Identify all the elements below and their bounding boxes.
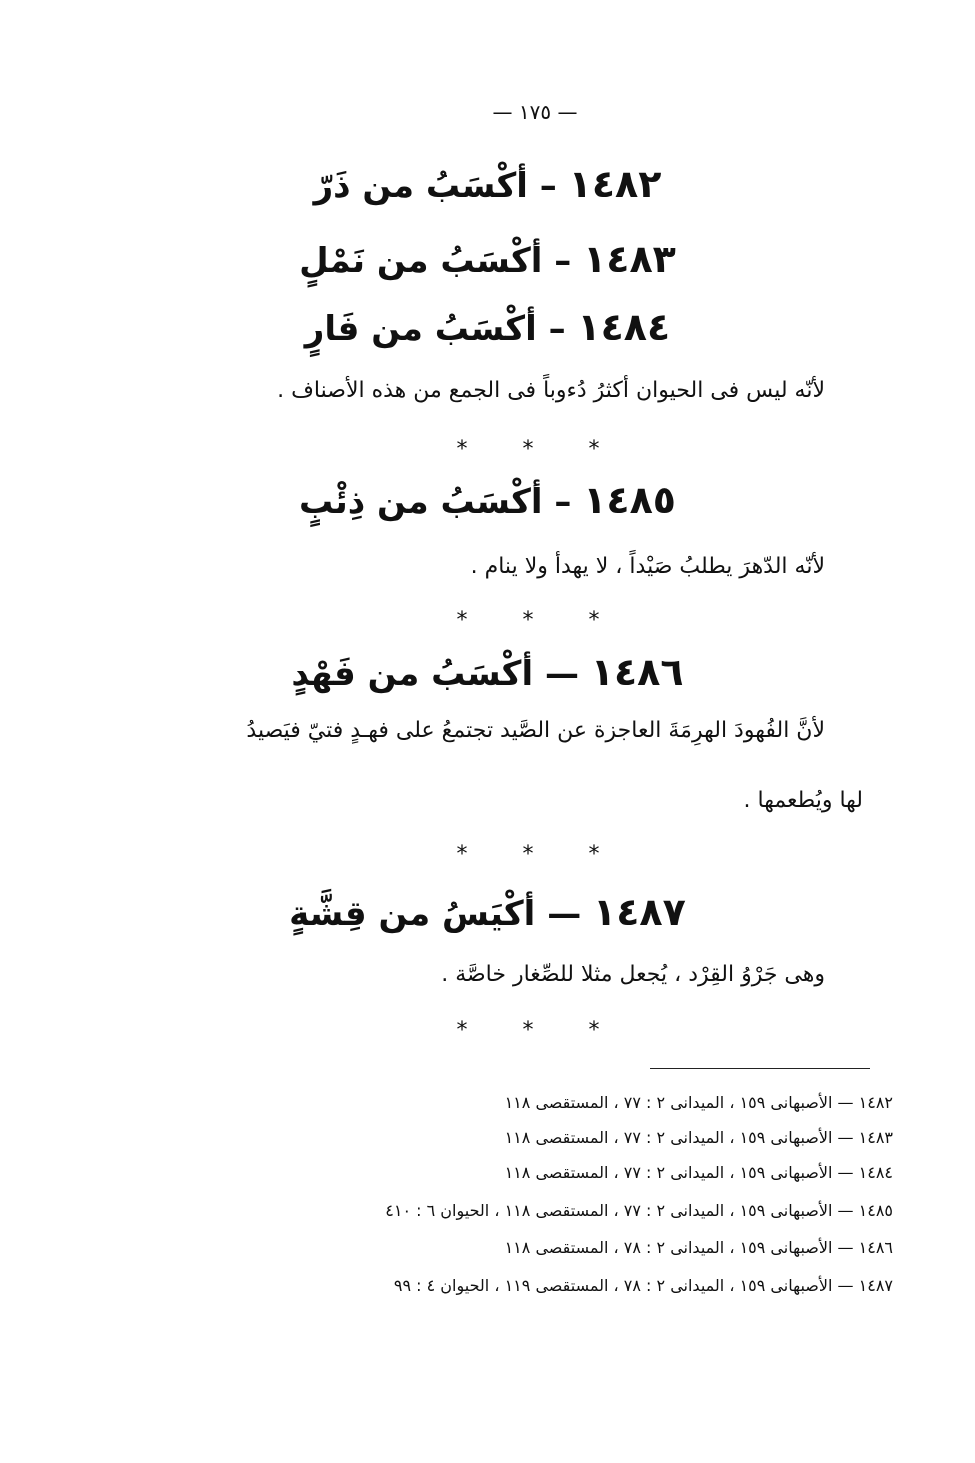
proverb-number: ١٤٨٧ (593, 890, 686, 934)
proverb-dash: — (547, 894, 582, 934)
explanation-1486-line1: لأنَّ الفُهودَ الهرِمَةَ العاجزة عن الصَّيد تجتمعُ على فهـدٍ فتيّ فيَصيدُ (246, 718, 825, 743)
proverb-dash: — (544, 654, 579, 694)
proverb-number: ١٤٨٣ (583, 237, 676, 281)
footnote-divider (650, 1068, 870, 1069)
footnote-1485: ١٤٨٥ — الأصبهانى ١٥٩ ، الميدانى ٢ : ٧٧ ، المستقصى ١١٨ ، الحيوان ٦ : ٤١٠ (385, 1201, 893, 1220)
proverb-text: أكْسَبُ من نَمْلٍ (299, 241, 543, 281)
proverb-text: أكْسَبُ من ذِئْبٍ (298, 482, 543, 522)
proverb-number: ١٤٨٦ (590, 650, 684, 694)
proverb-1484 (0, 305, 975, 349)
section-separator: * * * (456, 1018, 624, 1043)
proverb-1486 (0, 650, 975, 694)
proverb-dash: – (548, 309, 566, 349)
explanation-1487: وهى جَرْوُ القِرْد ، يُجعل مثلا للصِّغار خاصَّة . (441, 962, 825, 987)
section-separator: * * * (456, 437, 624, 462)
explanation-1486-line2: لها ويُطعمها . (743, 788, 863, 813)
proverb-text: أكْسَبُ من ذَرّ (313, 166, 528, 206)
proverb-number: ١٤٨٥ (583, 478, 676, 522)
explanation-1484: لأنّه ليس فى الحيوان أكثرُ دُءوباً فى الجمع من هذه الأصناف . (277, 378, 825, 403)
footnote-1487: ١٤٨٧ — الأصبهانى ١٥٩ ، الميدانى ٢ : ٧٨ ، المستقصى ١١٩ ، الحيوان ٤ : ٩٩ (393, 1276, 893, 1295)
proverb-1485 (0, 478, 975, 522)
proverb-text: أكْيَسُ من قِشَّةٍ (289, 894, 536, 934)
footnote-1484: ١٤٨٤ — الأصبهانى ١٥٩ ، الميدانى ٢ : ٧٧ ، المستقصى ١١٨ (504, 1163, 893, 1182)
proverb-1483 (0, 237, 975, 281)
proverb-text: أكْسَبُ من فَهْدٍ (291, 654, 534, 694)
page-number: — ١٧٥ — (492, 100, 578, 124)
proverb-number: ١٤٨٤ (577, 305, 671, 349)
footnote-1482: ١٤٨٢ — الأصبهانى ١٥٩ ، الميدانى ٢ : ٧٧ ، المستقصى ١١٨ (504, 1093, 893, 1112)
proverb-dash: – (554, 241, 572, 281)
proverb-1487 (0, 890, 975, 934)
proverb-1482 (0, 162, 975, 206)
footnote-1486: ١٤٨٦ — الأصبهانى ١٥٩ ، الميدانى ٢ : ٧٨ ، المستقصى ١١٨ (504, 1238, 893, 1257)
proverb-dash: – (539, 166, 557, 206)
footnote-1483: ١٤٨٣ — الأصبهانى ١٥٩ ، الميدانى ٢ : ٧٧ ، المستقصى ١١٨ (504, 1128, 893, 1147)
section-separator: * * * (456, 842, 624, 867)
proverb-text: أكْسَبُ من فَارٍ (304, 309, 537, 349)
proverb-number: ١٤٨٢ (568, 162, 662, 206)
section-separator: * * * (456, 608, 624, 633)
explanation-1485: لأنّه الدّهرَ يطلبُ صَيْداً ، لا يهدأ ولا ينام . (470, 554, 825, 579)
proverb-dash: – (554, 482, 572, 522)
